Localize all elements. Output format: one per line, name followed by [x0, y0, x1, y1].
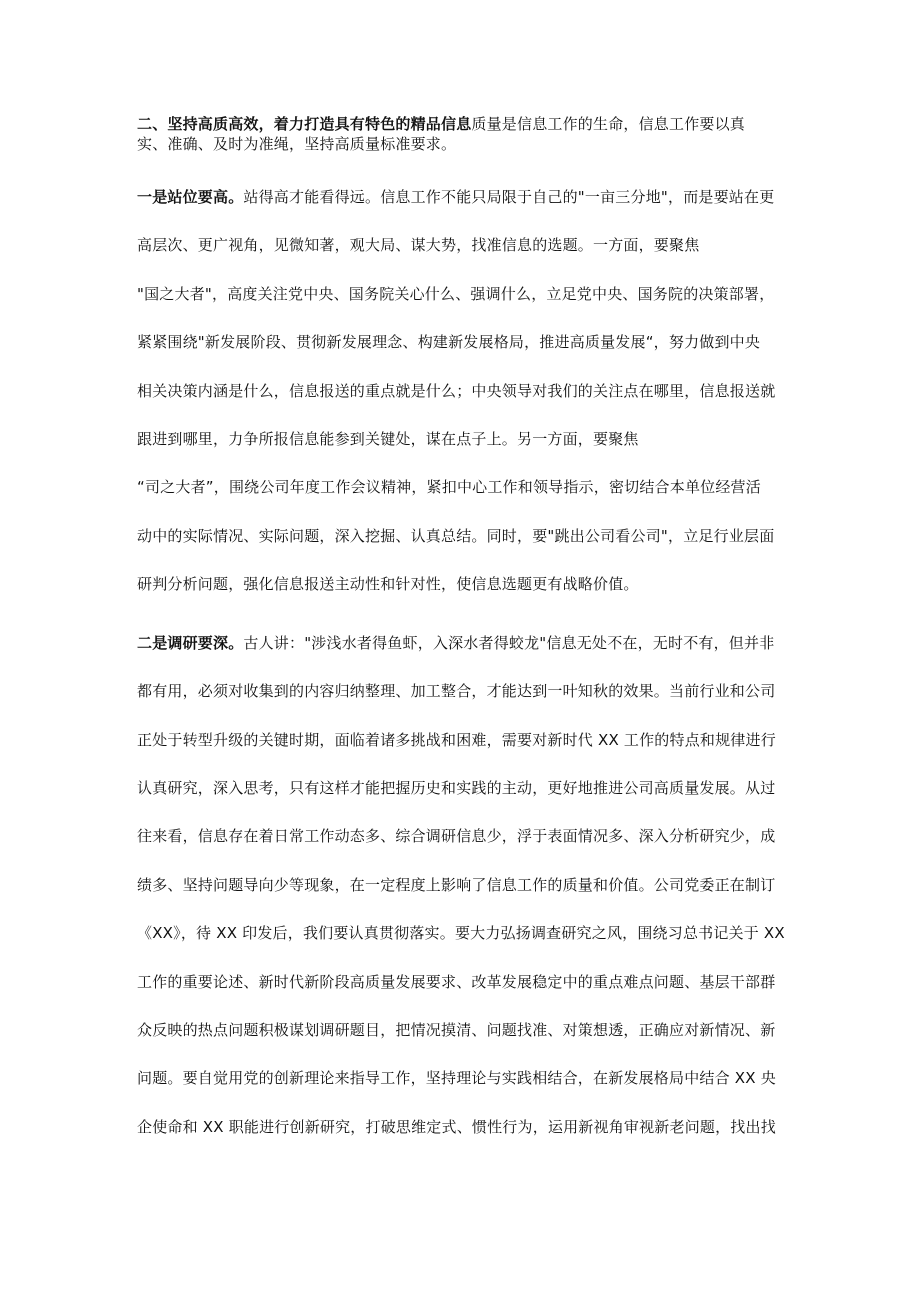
heading-bold: 二、坚持高质高效，着力打造具有特色的精品信息 [137, 115, 472, 133]
section1-title: 一是站位要高。 [137, 188, 244, 206]
section2-line-10: 问题。要自觉用党的创新理论来指导工作，坚持理论与实践相结合，在新发展格局中结合 XX 央 [137, 1069, 776, 1087]
section2-line-3: 正处于转型升级的关键时期，面临着诸多挑战和困难，需要对新时代 XX 工作的特点和规律进行 [137, 731, 776, 749]
section1-line-6: 跟进到哪里，力争所报信息能参到关键处，谋在点子上。另一方面，要聚焦 [137, 430, 639, 448]
section1-line-2: 高层次、更广视角，见微知著，观大局、谋大势，找准信息的选题。一方面，要聚焦 [137, 236, 700, 254]
section2-title: 二是调研要深。 [137, 634, 244, 652]
section2-line-7: 《XX》，待 XX 印发后，我们要认真贯彻落实。要大力弘扬调查研究之风，围绕习总书记关于 XX [137, 924, 785, 942]
heading-line-2: 实、准确、及时为准绳，坚持高质量标准要求。 [137, 135, 457, 153]
heading-line-1 [137, 114, 797, 134]
section2-line-11: 企使命和 XX 职能进行创新研究，打破思维定式、惯性行为，运用新视角审视新老问题，找出找 [137, 1118, 776, 1136]
section1-line-1 [137, 187, 797, 207]
section2-line-4: 认真研究，深入思考，只有这样才能把握历史和实践的主动，更好地推进公司高质量发展。从过 [137, 779, 776, 797]
section1-line-7: “司之大者”，围绕公司年度工作会议精神，紧扣中心工作和领导指示，密切结合本单位经营活 [137, 478, 761, 496]
section2-line-6: 绩多、坚持问题导向少等现象，在一定程度上影响了信息工作的质量和价值。公司党委正在制订 [137, 876, 776, 894]
section1-first: 站得高才能看得远。信息工作不能只局限于自己的"一亩三分地"，而是要站在更 [243, 188, 775, 206]
section2-line-8: 工作的重要论述、新时代新阶段高质量发展要求、改革发展稳定中的重点难点问题、基层干部群 [137, 973, 776, 991]
section1-line-9: 研判分析问题，强化信息报送主动性和针对性，使信息选题更有战略价值。 [137, 575, 639, 593]
section2-line-9: 众反映的热点问题积极谋划调研题目，把情况摸清、问题找准、对策想透，正确应对新情况、新 [137, 1021, 776, 1039]
section2-line-2: 都有用，必须对收集到的内容归纳整理、加工整合，才能达到一叶知秋的效果。当前行业和公司 [137, 682, 776, 700]
section1-line-5: 相关决策内涵是什么，信息报送的重点就是什么；中央领导对我们的关注点在哪里，信息报送就 [137, 382, 776, 400]
section1-line-4: 紧紧围绕"新发展阶段、贯彻新发展理念、构建新发展格局，推进高质量发展“，努力做到中央 [137, 333, 761, 351]
section2-line-1 [137, 633, 797, 653]
section1-line-3: "国之大者"，高度关注党中央、国务院关心什么、强调什么，立足党中央、国务院的决策部署， [137, 285, 775, 303]
section2-first: 古人讲："涉浅水者得鱼虾，入深水者得蛟龙"信息无处不在，无时不有，但并非 [243, 634, 775, 652]
section1-line-8: 动中的实际情况、实际问题，深入挖掘、认真总结。同时，要"跳出公司看公司"，立足行业层面 [137, 527, 775, 545]
section2-line-5: 往来看，信息存在着日常工作动态多、综合调研信息少，浮于表面情况多、深入分析研究少，成 [137, 827, 776, 845]
heading-rest: 质量是信息工作的生命，信息工作要以真 [471, 115, 746, 133]
